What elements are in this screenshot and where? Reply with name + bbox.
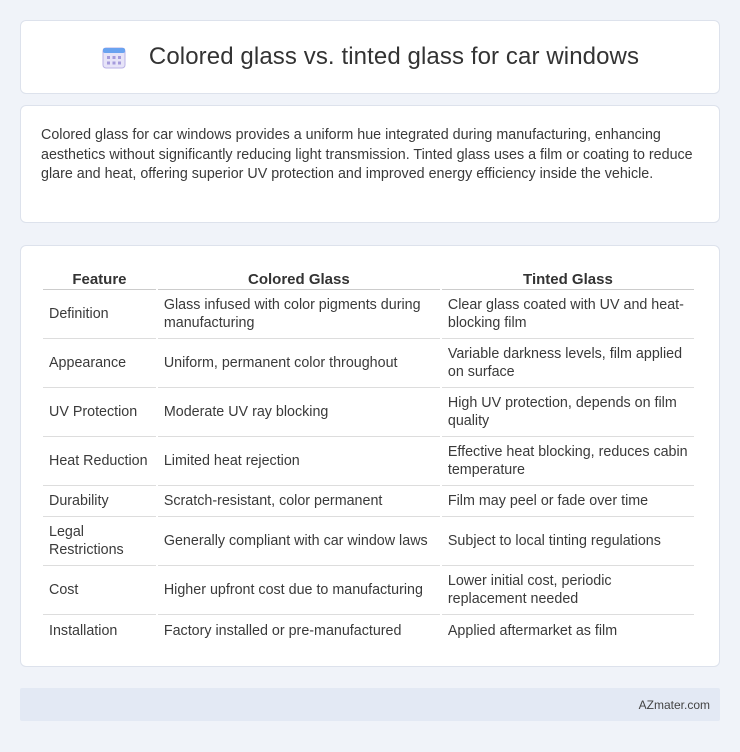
table-row [43,290,694,339]
table-cell: Clear glass coated with UV and heat-blocking film [442,290,694,339]
table-cell: Appearance [43,339,156,388]
table-cell: Variable darkness levels, film applied on surface [442,339,694,388]
table-cell: High UV protection, depends on film quality [442,388,694,437]
table-header-row [43,268,694,290]
table-cell: Film may peel or fade over time [442,486,694,517]
column-header-colored-glass: Colored Glass [158,268,440,290]
comparison-table [41,268,696,646]
calendar-icon [101,44,127,70]
table-cell: Higher upfront cost due to manufacturing [158,566,440,615]
table-cell: Durability [43,486,156,517]
intro-text: Colored glass for car windows provides a uniform hue integrated during manufacturing, enhancing aesthetics without significantly reducing light transmission. Tinted glass uses a film or coating to reduce glare and heat, offering superior UV protection and improved energy efficiency inside the vehicle. [41,127,693,182]
table-row [43,437,694,486]
table-cell: Applied aftermarket as film [447,622,618,639]
table-cell: Subject to local tinting regulations [442,517,694,566]
column-header-tinted-glass: Tinted Glass [442,268,694,290]
table-cell: Cost [43,566,156,615]
table-cell: Effective heat blocking, reduces cabin temperature [442,437,694,486]
table-row [43,615,694,646]
table-cell: Generally compliant with car window laws [158,517,440,566]
table-cell: Definition [43,290,156,339]
footer-brand[interactable]: AZmater.com [638,697,710,712]
column-header-feature: Feature [43,268,156,290]
table-cell: Legal Restrictions [43,517,156,566]
table-cell: Glass infused with color pigments during manufacturing [158,290,440,339]
comparison-table-card [20,245,720,667]
table-cell: Installation [49,622,118,639]
table-row [43,566,694,615]
table-cell: Lower initial cost, periodic replacement needed [442,566,694,615]
table-cell: Factory installed or pre-manufactured [163,622,402,639]
table-cell: Limited heat rejection [158,437,440,486]
table-cell: Scratch-resistant, color permanent [158,486,440,517]
intro-card [20,105,720,223]
title-card [20,20,720,94]
table-cell: Heat Reduction [43,437,156,486]
table-row [43,486,694,517]
table-row [43,388,694,437]
footer [20,688,720,721]
table-row [43,339,694,388]
table-cell: UV Protection [43,388,156,437]
page-title: Colored glass vs. tinted glass for car windows [148,43,640,70]
table-row [43,517,694,566]
table-cell: Moderate UV ray blocking [158,388,440,437]
table-cell: Uniform, permanent color throughout [158,339,440,388]
